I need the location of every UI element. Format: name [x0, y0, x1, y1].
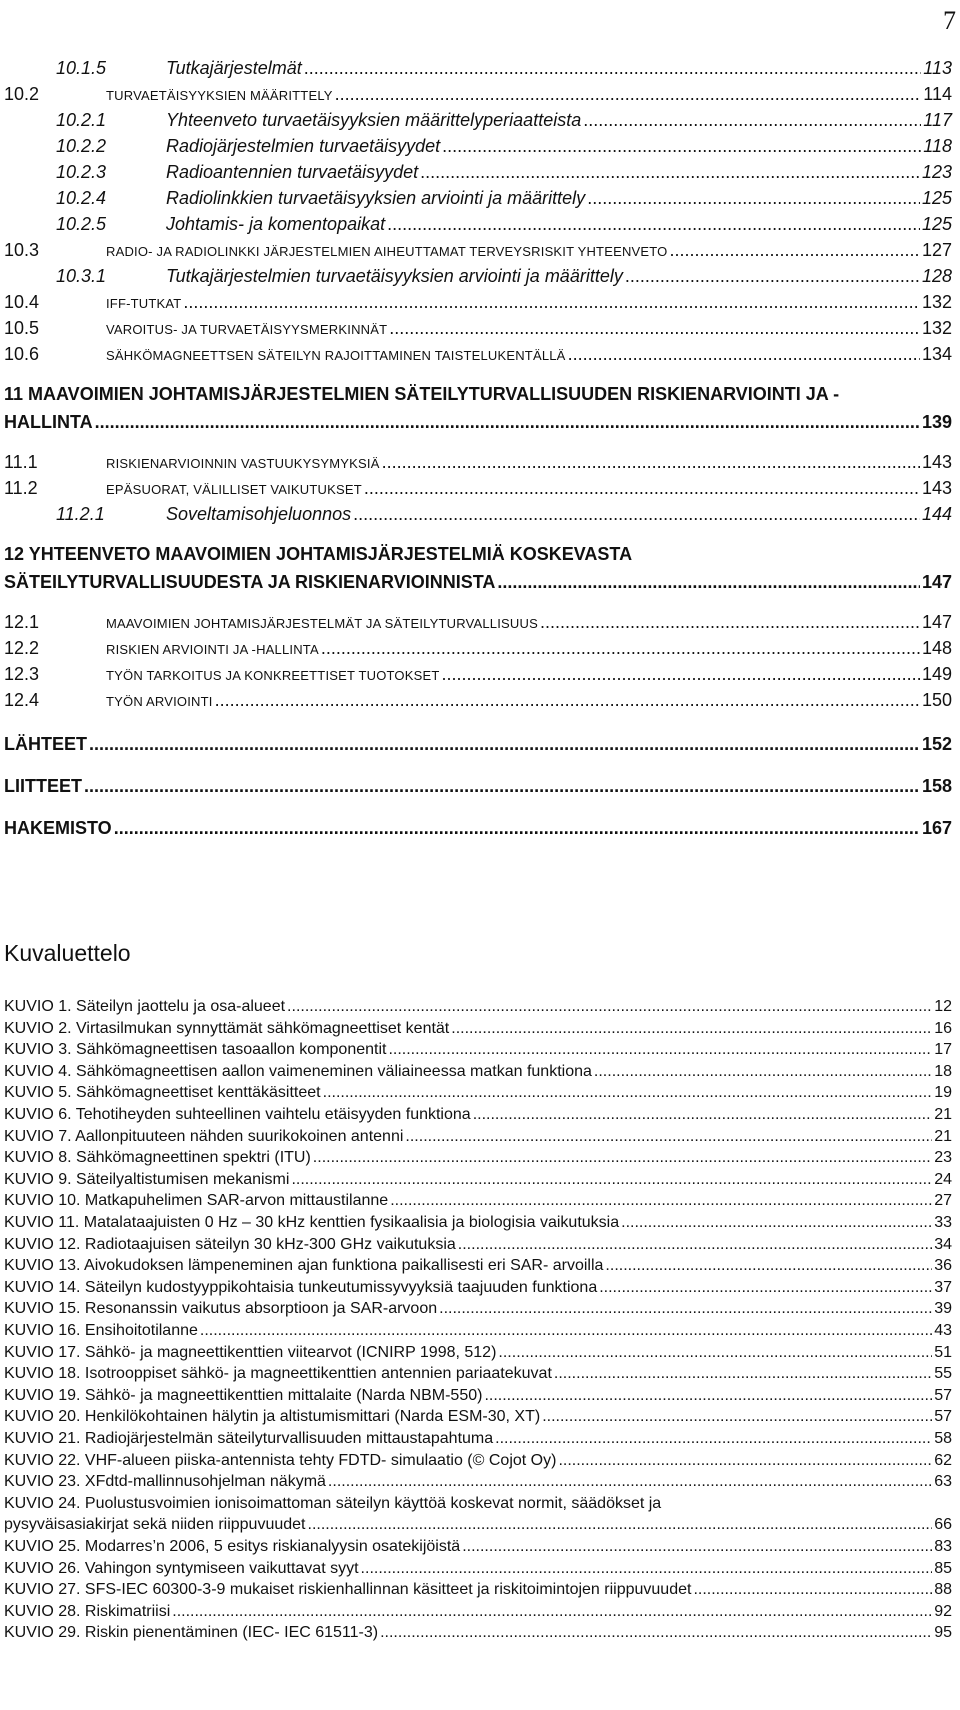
backmatter-entry[interactable] [4, 818, 952, 844]
figure-entry-page: 36 [934, 1257, 952, 1274]
toc-entry-page: 128 [921, 266, 952, 286]
backmatter-entry[interactable] [4, 734, 952, 760]
toc-entry-title: Yhteenveto turvaetäisyyksien määrittelyperiaatteista [166, 110, 582, 130]
figure-entry[interactable] [4, 1495, 952, 1517]
chapter-heading-11[interactable]: 11 MAAVOIMIEN JOHTAMISJÄRJESTELMIEN SÄTEILYTURVALLISUUDEN RISKIENARVIOINTI JA - [4, 384, 840, 404]
figure-entry[interactable] [4, 1603, 952, 1625]
leader-dots [693, 1581, 932, 1599]
figure-entry-page: 58 [934, 1430, 952, 1447]
figure-entry[interactable] [4, 1473, 952, 1495]
leader-dots [625, 266, 920, 287]
figure-entry-label: KUVIO 25. Modarres’n 2006, 5 esitys riskianalyysin osatekijöistä [4, 1538, 461, 1555]
figure-entry-label: pysyväisasiakirjat sekä niiden riippuvuudet [4, 1516, 306, 1533]
figure-entry[interactable] [4, 1624, 952, 1646]
figure-entry-label: KUVIO 29. Riskin pienentäminen (IEC- IEC 61511-3) [4, 1624, 379, 1641]
figure-entry-label: KUVIO 8. Sähkömagneettinen spektri (ITU) [4, 1149, 311, 1166]
toc-entry-number: 10.3 [4, 240, 40, 260]
toc-entry-title: Soveltamisohjeluonnos [166, 504, 352, 524]
leader-dots [84, 776, 920, 797]
figure-entry-label: KUVIO 24. Puolustusvoimien ionisoimattoman säteilyn käyttöä koskevat normit, säädökset ja [4, 1495, 662, 1512]
figure-entry-page: 88 [934, 1581, 952, 1598]
toc-entry-title: HALLINTA [4, 412, 93, 432]
leader-dots [621, 1214, 932, 1232]
figure-entry-page: 83 [934, 1538, 952, 1555]
toc-entry[interactable] [4, 664, 952, 690]
toc-entry-number: 10.1.5 [56, 58, 107, 78]
toc-entry-page: 144 [921, 504, 952, 524]
leader-dots [420, 162, 920, 183]
toc-entry-number: 12.3 [4, 664, 40, 684]
toc-entry[interactable] [56, 58, 952, 84]
toc-entry-page: 147 [921, 612, 952, 632]
toc-entry-page: 125 [921, 188, 952, 208]
toc-entry-number: 10.6 [4, 344, 40, 364]
figure-entry-page: 23 [934, 1149, 952, 1166]
toc-entry-number: 10.2.5 [56, 214, 107, 234]
figure-entry[interactable] [4, 1516, 952, 1538]
figure-entry[interactable] [4, 1084, 952, 1106]
figure-entry-page: 62 [934, 1452, 952, 1469]
toc-entry[interactable] [4, 292, 952, 318]
figure-entry-page: 57 [934, 1408, 952, 1425]
toc-entry[interactable] [56, 110, 952, 136]
toc-entry-title: EPÄSUORAT, VÄLILLISET VAIKUTUKSET [106, 482, 362, 497]
figures-heading: Kuvaluettelo [4, 940, 131, 966]
figure-entry-label: KUVIO 12. Radiotaajuisen säteilyn 30 kHz-300 GHz vaikutuksia [4, 1236, 456, 1253]
page-number: 7 [943, 6, 956, 35]
figure-entry[interactable] [4, 1387, 952, 1409]
figure-entry-label: KUVIO 19. Sähkö- ja magneettikenttien mittalaite (Narda NBM-550) [4, 1387, 483, 1404]
leader-dots [442, 664, 920, 685]
leader-dots [321, 638, 920, 659]
figure-entry-label: KUVIO 5. Sähkömagneettiset kenttäkäsitteet [4, 1084, 321, 1101]
toc-entry-title: Radiolinkkien turvaetäisyyksien arviointi ja määrittely [166, 188, 586, 208]
figure-entry-page: 24 [934, 1171, 952, 1188]
toc-entry-number: 10.2 [4, 84, 40, 104]
leader-dots [599, 1279, 932, 1297]
figure-entry[interactable] [4, 1344, 952, 1366]
figure-entry-label: KUVIO 27. SFS-IEC 60300-3-9 mukaiset riskienhallinnan käsitteet ja riskitoimintojen riippuvuudet [4, 1581, 692, 1598]
leader-dots [291, 1171, 932, 1189]
figure-entry-page: 66 [934, 1516, 952, 1533]
figure-entry-page: 27 [934, 1192, 952, 1209]
toc-entry-number: 10.4 [4, 292, 40, 312]
leader-dots [389, 318, 920, 339]
leader-dots [451, 1020, 932, 1038]
toc-entry-page: 123 [921, 162, 952, 182]
figure-entry-label: KUVIO 10. Matkapuhelimen SAR-arvon mittaustilanne [4, 1192, 389, 1209]
leader-dots [382, 452, 920, 473]
figure-entry[interactable] [4, 1408, 952, 1430]
toc-entry-number: 12.1 [4, 612, 40, 632]
figure-entry[interactable] [4, 1257, 952, 1279]
leader-dots [390, 1192, 932, 1210]
leader-dots [323, 1084, 933, 1102]
toc-entry-page: 132 [921, 292, 952, 312]
figure-entry-page: 21 [934, 1128, 952, 1145]
figure-entry[interactable] [4, 1452, 952, 1474]
leader-dots [353, 504, 920, 525]
leader-dots [89, 734, 920, 755]
toc-entry-page: 150 [921, 690, 952, 710]
figure-entry[interactable] [4, 1063, 952, 1085]
toc-entry-title: VAROITUS- JA TURVAETÄISYYSMERKINNÄT [106, 322, 388, 337]
leader-dots [313, 1149, 932, 1167]
toc-entry-page: 152 [921, 734, 952, 754]
leader-dots [540, 612, 920, 633]
toc-entry-page: 127 [921, 240, 952, 260]
toc-entry-number: 12.4 [4, 690, 40, 710]
toc-entry-page: 158 [921, 776, 952, 796]
figure-entry-page: 43 [934, 1322, 952, 1339]
leader-dots [484, 1387, 932, 1405]
toc-entry-title: HAKEMISTO [4, 818, 112, 838]
figure-entry-page: 95 [934, 1624, 952, 1641]
toc-entry[interactable] [4, 318, 952, 344]
toc-entry[interactable] [4, 84, 952, 110]
figure-entry[interactable] [4, 1214, 952, 1236]
toc-entry-number: 10.2.4 [56, 188, 107, 208]
leader-dots [364, 478, 920, 499]
toc-entry[interactable] [4, 478, 952, 504]
chapter-heading-12[interactable]: 12 YHTEENVETO MAAVOIMIEN JOHTAMISJÄRJESTELMIÄ KOSKEVASTA [4, 544, 633, 564]
figure-entry-label: KUVIO 3. Sähkömagneettisen tasoaallon komponentit [4, 1041, 387, 1058]
figure-entry[interactable] [4, 1430, 952, 1452]
toc-entry-page: 132 [921, 318, 952, 338]
toc-entry-page: 147 [921, 572, 952, 592]
toc-entry-number: 10.2.2 [56, 136, 107, 156]
toc-entry-page: 113 [923, 58, 952, 78]
leader-dots [583, 110, 921, 131]
toc-entry[interactable] [4, 638, 952, 664]
figure-entry-label: KUVIO 18. Isotrooppiset sähkö- ja magneettikenttien antennien pariaatekuvat [4, 1365, 552, 1382]
figure-entry-page: 55 [934, 1365, 952, 1382]
toc-entry-title: MAAVOIMIEN JOHTAMISJÄRJESTELMÄT JA SÄTEILYTURVALLISUUS [106, 616, 538, 631]
leader-dots [594, 1063, 932, 1081]
leader-dots [568, 344, 920, 365]
figure-entry[interactable] [4, 1041, 952, 1063]
figure-entry-page: 19 [934, 1084, 952, 1101]
toc-entry-page: 118 [923, 136, 952, 156]
backmatter-entry[interactable] [4, 776, 952, 802]
leader-dots [439, 1300, 932, 1318]
figure-entry[interactable] [4, 1279, 952, 1301]
leader-dots [473, 1106, 933, 1124]
figure-entry-label: KUVIO 7. Aallonpituuteen nähden suurikokoinen antenni [4, 1128, 404, 1145]
toc-entry[interactable] [56, 214, 952, 240]
toc-entry-number: 10.2.3 [56, 162, 107, 182]
leader-dots [554, 1365, 932, 1383]
figure-entry-label: KUVIO 26. Vahingon syntymiseen vaikuttavat syyt [4, 1560, 359, 1577]
figure-entry[interactable] [4, 1560, 952, 1582]
leader-dots [497, 572, 920, 593]
figure-entry-label: KUVIO 21. Radiojärjestelmän säteilyturvallisuuden mittaustapahtuma [4, 1430, 494, 1447]
figure-entry-label: KUVIO 11. Matalataajuisten 0 Hz – 30 kHz kenttien fysikaalisia ja biologisia vaikutuksia [4, 1214, 620, 1231]
figure-entry[interactable] [4, 1128, 952, 1150]
figure-entry-page: 57 [934, 1387, 952, 1404]
leader-dots [605, 1257, 932, 1275]
toc-entry-number: 11.1 [4, 452, 38, 472]
leader-dots [380, 1624, 932, 1642]
toc-entry-title: RISKIENARVIOINNIN VASTUUKYSYMYKSIÄ [106, 456, 380, 471]
toc-entry-title: LÄHTEET [4, 734, 87, 754]
figure-entry-page: 85 [934, 1560, 952, 1577]
toc-entry-title: Johtamis- ja komentopaikat [166, 214, 386, 234]
leader-dots [388, 1041, 932, 1059]
toc-entry-title: IFF-TUTKAT [106, 296, 182, 311]
figure-entry-label: KUVIO 20. Henkilökohtainen hälytin ja altistumismittari (Narda ESM-30, XT) [4, 1408, 541, 1425]
toc-entry[interactable] [4, 240, 952, 266]
figure-entry[interactable] [4, 1236, 952, 1258]
toc-entry-page: 143 [921, 478, 952, 498]
figure-entry-label: KUVIO 22. VHF-alueen piiska-antennista tehty FDTD- simulaatio (© Cojot Oy) [4, 1452, 557, 1469]
leader-dots [114, 818, 920, 839]
toc-entry-number: 10.3.1 [56, 266, 107, 286]
figure-entry[interactable] [4, 1538, 952, 1560]
figure-entry-label: KUVIO 13. Aivokudoksen lämpeneminen ajan funktiona paikallisesti eri SAR- arvoilla [4, 1257, 604, 1274]
leader-dots [183, 292, 920, 313]
chapter-heading-12-cont[interactable] [4, 572, 952, 598]
toc-entry-page: 143 [921, 452, 952, 472]
figure-entry-page: 63 [934, 1473, 952, 1490]
figure-entry-label: KUVIO 14. Säteilyn kudostyyppikohtaisia tunkeutumissyvyyksiä taajuuden funktiona [4, 1279, 598, 1296]
leader-dots [335, 84, 922, 105]
figure-entry-label: KUVIO 28. Riskimatriisi [4, 1603, 171, 1620]
toc-entry[interactable] [4, 344, 952, 370]
toc-entry-title: RADIO- JA RADIOLINKKI JÄRJESTELMIEN AIHEUTTAMAT TERVEYSRISKIT YHTEENVETO [106, 244, 668, 259]
figure-entry-label: KUVIO 15. Resonanssin vaikutus absorptioon ja SAR-arvoon [4, 1300, 438, 1317]
toc-entry-number: 10.5 [4, 318, 40, 338]
figure-entry-label: KUVIO 4. Sähkömagneettisen aallon vaimeneminen väliaineessa matkan funktiona [4, 1063, 592, 1080]
leader-dots [308, 1516, 933, 1534]
leader-dots [215, 690, 920, 711]
toc-entry[interactable] [4, 452, 952, 478]
toc-entry-number: 10.2.1 [56, 110, 107, 130]
leader-dots [361, 1560, 933, 1578]
figure-entry-label: KUVIO 6. Tehotiheyden suhteellinen vaihtelu etäisyyden funktiona [4, 1106, 471, 1123]
toc-entry-page: 134 [921, 344, 952, 364]
leader-dots [542, 1408, 932, 1426]
toc-entry-title: Radiojärjestelmien turvaetäisyydet [166, 136, 441, 156]
figure-entry[interactable] [4, 998, 952, 1020]
toc-entry-title: TYÖN ARVIOINTI [106, 694, 213, 709]
leader-dots [442, 136, 921, 157]
figure-entry-page: 51 [934, 1344, 952, 1361]
leader-dots [304, 58, 922, 79]
figure-entry[interactable] [4, 1192, 952, 1214]
toc-entry-number: 11.2 [4, 478, 38, 498]
figure-entry-page: 39 [934, 1300, 952, 1317]
figure-entry-page: 18 [934, 1063, 952, 1080]
figure-entry-page: 17 [934, 1041, 952, 1058]
figure-entry-page: 34 [934, 1236, 952, 1253]
figure-entry[interactable] [4, 1171, 952, 1193]
figure-entry-label: KUVIO 1. Säteilyn jaottelu ja osa-alueet [4, 998, 286, 1015]
toc-entry-title: Tutkajärjestelmät [166, 58, 302, 78]
toc-entry-page: 125 [921, 214, 952, 234]
toc-entry[interactable] [4, 612, 952, 638]
leader-dots [287, 998, 932, 1016]
figure-entry[interactable] [4, 1322, 952, 1344]
figure-entry[interactable] [4, 1365, 952, 1387]
toc-entry-title: Radioantennien turvaetäisyydet [166, 162, 419, 182]
figure-entry-label: KUVIO 16. Ensihoitotilanne [4, 1322, 198, 1339]
figure-entry-page: 92 [934, 1603, 952, 1620]
figure-entry-page: 37 [934, 1279, 952, 1296]
leader-dots [558, 1452, 932, 1470]
toc-entry-title: RISKIEN ARVIOINTI JA -HALLINTA [106, 642, 319, 657]
toc-entry-page: 148 [921, 638, 952, 658]
leader-dots [587, 188, 920, 209]
leader-dots [458, 1236, 932, 1254]
leader-dots [405, 1128, 932, 1146]
toc-entry-page: 167 [921, 818, 952, 838]
figure-entry-label: KUVIO 2. Virtasilmukan synnyttämät sähkömagneettiset kentät [4, 1020, 450, 1037]
chapter-heading-11-cont[interactable] [4, 412, 952, 438]
toc-entry-page: 149 [921, 664, 952, 684]
figure-entry[interactable] [4, 1581, 952, 1603]
figure-entry-page: 21 [934, 1106, 952, 1123]
leader-dots [95, 412, 920, 433]
toc-entry[interactable] [56, 504, 952, 530]
leader-dots [495, 1430, 932, 1448]
toc-entry-title: SÄTEILYTURVALLISUUDESTA JA RISKIENARVIOINNISTA [4, 572, 496, 592]
figure-entry-label: KUVIO 9. Säteilyaltistumisen mekanismi [4, 1171, 290, 1188]
figure-entry-page: 12 [934, 998, 952, 1015]
figure-entry-page: 33 [934, 1214, 952, 1231]
toc-entry-page: 114 [923, 84, 952, 104]
toc-entry[interactable] [56, 162, 952, 188]
toc-entry-title: LIITTEET [4, 776, 82, 796]
leader-dots [200, 1322, 932, 1340]
leader-dots [387, 214, 920, 235]
figure-entry[interactable] [4, 1106, 952, 1128]
toc-entry[interactable] [56, 188, 952, 214]
toc-entry-number: 12.2 [4, 638, 40, 658]
toc-entry-page: 139 [921, 412, 952, 432]
figure-entry-page: 16 [934, 1020, 952, 1037]
toc-entry-title: TYÖN TARKOITUS JA KONKREETTISET TUOTOKSET [106, 668, 440, 683]
toc-entry-title: SÄHKÖMAGNEETTSEN SÄTEILYN RAJOITTAMINEN TAISTELUKENTÄLLÄ [106, 348, 566, 363]
toc-entry[interactable] [4, 690, 952, 716]
toc-entry-number: 11.2.1 [56, 504, 105, 524]
leader-dots [328, 1473, 932, 1491]
leader-dots [462, 1538, 932, 1556]
figure-entry-label: KUVIO 23. XFdtd-mallinnusohjelman näkymä [4, 1473, 326, 1490]
leader-dots [172, 1603, 932, 1621]
figure-entry[interactable] [4, 1300, 952, 1322]
toc-entry[interactable] [56, 136, 952, 162]
toc-entry-title: TURVAETÄISYYKSIEN MÄÄRITTELY [106, 88, 333, 103]
toc-entry-page: 117 [923, 110, 952, 130]
figure-entry[interactable] [4, 1149, 952, 1171]
figure-entry-label: KUVIO 17. Sähkö- ja magneettikenttien viitearvot (ICNIRP 1998, 512) [4, 1344, 497, 1361]
leader-dots [670, 240, 920, 261]
toc-entry[interactable] [56, 266, 952, 292]
leader-dots [498, 1344, 932, 1362]
toc-entry-title: Tutkajärjestelmien turvaetäisyyksien arviointi ja määrittely [166, 266, 623, 286]
figure-entry[interactable] [4, 1020, 952, 1042]
